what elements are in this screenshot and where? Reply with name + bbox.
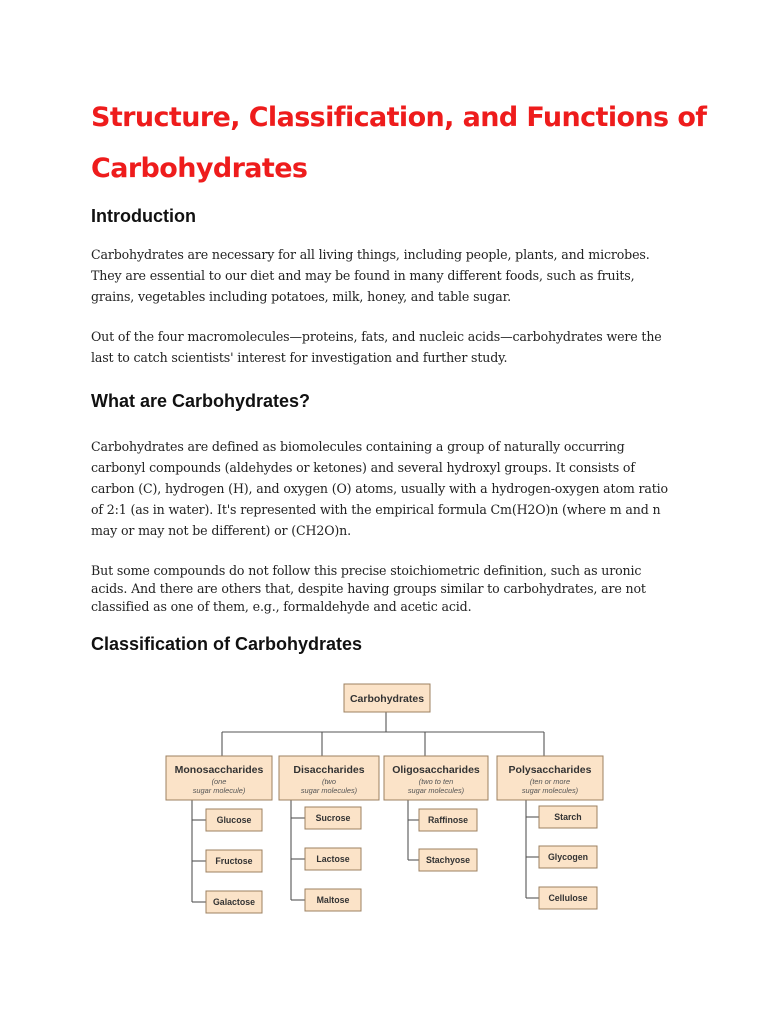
leaf-fructose xyxy=(206,850,262,872)
root-node xyxy=(344,684,430,712)
category-subtitle: sugar molecules) xyxy=(407,786,465,795)
page-title: Structure, Classification, and Functions of Carbohydrates xyxy=(91,102,707,184)
category-subtitle: (one xyxy=(211,777,227,786)
leaf-label: Galactose xyxy=(212,897,256,907)
leaf-starch xyxy=(539,806,597,828)
leaf-label: Glucose xyxy=(216,815,252,825)
classification-diagram-svg xyxy=(160,676,610,926)
intro-paragraph-2: Out of the four macromolecules—proteins, fats, and nucleic acids—carbohydrates were the last to catch scientists' interest for investigation and further study. xyxy=(91,329,662,365)
heading-classification: Classification of Carbohydrates xyxy=(91,634,363,654)
leaf-label: Raffinose xyxy=(427,815,469,825)
leaf-label: Cellulose xyxy=(548,893,588,903)
leaf-label: Glycogen xyxy=(547,852,589,862)
leaf-glycogen xyxy=(539,846,597,868)
leaf-label: Fructose xyxy=(215,856,253,866)
what-paragraph-1: Carbohydrates are defined as biomolecules containing a group of naturally occurring carbonyl compounds (aldehydes or ketones) and several hydroxyl groups. It consists of carbon (C), hydrogen (H), and oxygen (O) atoms, usually with a hydrogen-oxygen atom ratio of 2:1 (as in water). It's represented with the empirical formula Cm(H2O)n (where m and n may or may not be different) or (CH2O)n. xyxy=(91,439,668,538)
category-subtitle: (ten or more xyxy=(529,777,571,786)
leaf-label: Lactose xyxy=(316,854,350,864)
leaf-label: Stachyose xyxy=(425,855,471,865)
category-oligosaccharides xyxy=(384,756,488,800)
category-subtitle: sugar molecule) xyxy=(192,786,246,795)
category-subtitle: sugar molecules) xyxy=(521,786,579,795)
category-monosaccharides xyxy=(166,756,272,800)
category-subtitle: sugar molecules) xyxy=(300,786,358,795)
category-subtitle: (two xyxy=(322,777,336,786)
leaf-stachyose xyxy=(419,849,477,871)
root-node-label: Carbohydrates xyxy=(349,693,425,705)
classification-diagram xyxy=(160,676,610,926)
leaf-galactose xyxy=(206,891,262,913)
leaf-sucrose xyxy=(305,807,361,829)
leaf-glucose xyxy=(206,809,262,831)
leaf-label: Starch xyxy=(554,812,582,822)
category-disaccharides xyxy=(279,756,379,800)
leaf-label: Sucrose xyxy=(315,813,351,823)
leaf-cellulose xyxy=(539,887,597,909)
what-paragraph-2: But some compounds do not follow this precise stoichiometric definition, such as uronic acids. And there are others that, despite having groups similar to carbohydrates, are not classified as one of them, e.g., formaldehyde and acetic acid. xyxy=(91,563,646,614)
category-label: Polysaccharides xyxy=(508,764,592,776)
category-subtitle: (two to ten xyxy=(418,777,454,786)
heading-introduction: Introduction xyxy=(91,206,196,226)
category-label: Disaccharides xyxy=(293,764,365,776)
category-label: Monosaccharides xyxy=(174,764,264,776)
category-polysaccharides xyxy=(497,756,603,800)
heading-what-are-carbohydrates: What are Carbohydrates? xyxy=(91,391,311,411)
leaf-maltose xyxy=(305,889,361,911)
category-label: Oligosaccharides xyxy=(392,764,480,776)
leaf-lactose xyxy=(305,848,361,870)
intro-paragraph-1: Carbohydrates are necessary for all living things, including people, plants, and microbes. They are essential to our diet and may be found in many different foods, such as fruits, grains, vegetables including potatoes, milk, honey, and table sugar. xyxy=(91,247,650,304)
leaf-label: Maltose xyxy=(316,895,350,905)
leaf-raffinose xyxy=(419,809,477,831)
